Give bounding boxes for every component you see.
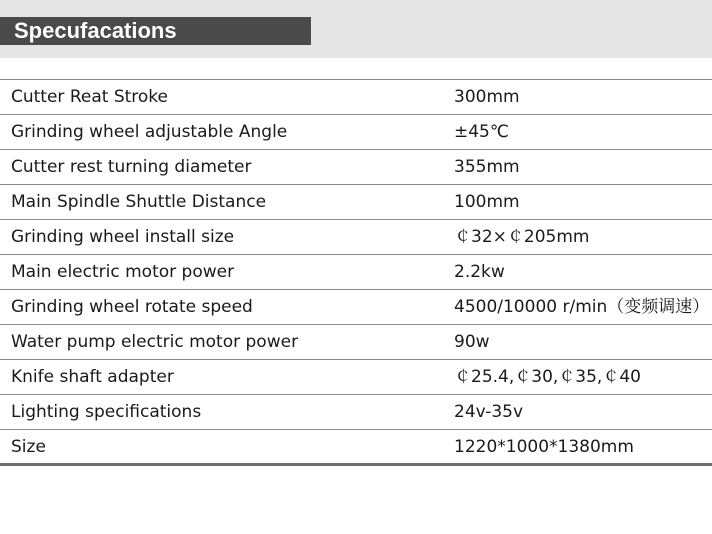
table-row bbox=[0, 290, 712, 325]
table-row bbox=[0, 360, 712, 395]
spec-label: Water pump electric motor power bbox=[11, 332, 299, 352]
table-row bbox=[0, 80, 712, 115]
spec-value: 300mm bbox=[454, 87, 520, 107]
table-row bbox=[0, 430, 712, 466]
spec-value: 90w bbox=[454, 332, 490, 352]
spec-label: Grinding wheel install size bbox=[11, 227, 235, 247]
header-band bbox=[0, 0, 712, 58]
spec-value: ±45℃ bbox=[454, 122, 509, 142]
spec-value: ￠32×￠205mm bbox=[454, 227, 590, 247]
specifications-table bbox=[0, 79, 712, 466]
spec-label: Main Spindle Shuttle Distance bbox=[11, 192, 267, 212]
table-row bbox=[0, 325, 712, 360]
table-row bbox=[0, 150, 712, 185]
spec-value: 4500/10000 r/min（变频调速） bbox=[454, 297, 710, 317]
spec-value: 100mm bbox=[454, 192, 520, 212]
table-row bbox=[0, 255, 712, 290]
table-row bbox=[0, 185, 712, 220]
spec-label: Main electric motor power bbox=[11, 262, 235, 282]
spec-value: 355mm bbox=[454, 157, 520, 177]
spec-label: Lighting specifications bbox=[11, 402, 202, 422]
spec-label: Grinding wheel rotate speed bbox=[11, 297, 253, 317]
spec-label: Grinding wheel adjustable Angle bbox=[11, 122, 288, 142]
table-row bbox=[0, 395, 712, 430]
spec-label: Cutter rest turning diameter bbox=[11, 157, 252, 177]
spec-label: Size bbox=[11, 437, 46, 457]
spec-label: Cutter Reat Stroke bbox=[11, 87, 168, 107]
table-row bbox=[0, 220, 712, 255]
spec-value: 1220*1000*1380mm bbox=[454, 437, 634, 457]
table-row bbox=[0, 115, 712, 150]
spec-value: 2.2kw bbox=[454, 262, 505, 282]
section-title: Specufacations bbox=[0, 17, 311, 45]
spec-label: Knife shaft adapter bbox=[11, 367, 174, 387]
spec-value: 24v-35v bbox=[454, 402, 524, 422]
spec-value: ￠25.4,￠30,￠35,￠40 bbox=[454, 367, 641, 387]
